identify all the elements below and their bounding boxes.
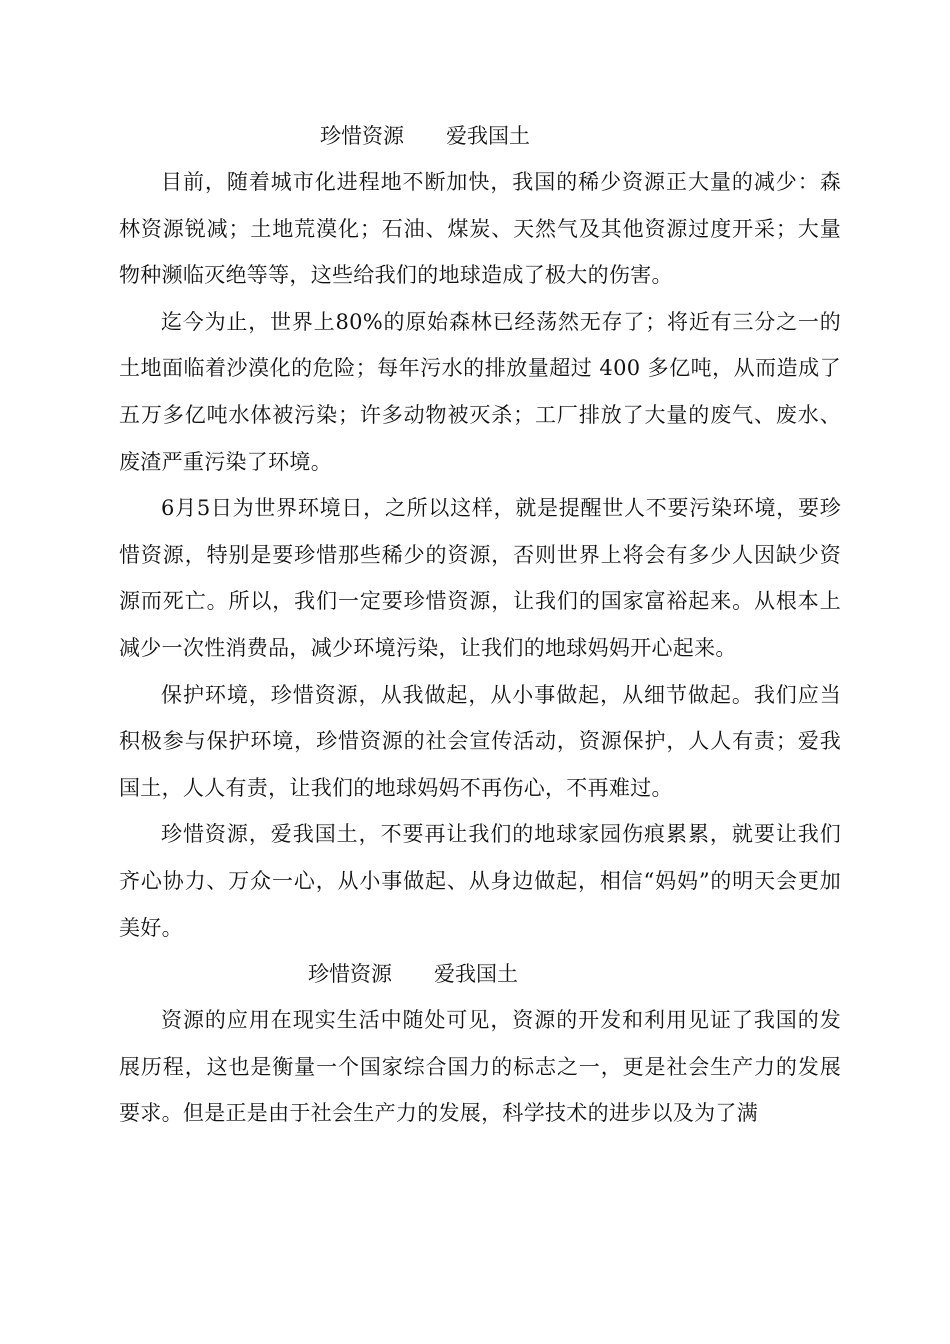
essay-title-1: 珍惜资源 爱我国土 [320, 124, 530, 148]
essay-title-2: 珍惜资源 爱我国土 [308, 962, 518, 987]
paragraph: 珍惜资源，爱我国土，不要再让我们的地球家园伤痕累累，就要让我们齐心协力、万众一心，从小事做起、从身边做起，相信“妈妈”的明天会更加美好。 [119, 822, 841, 940]
paragraph: 迄今为止，世界上80%的原始森林已经荡然无存了；将近有三分之一的土地面临着沙漠化的危险；每年污水的排放量超过 400 多亿吨，从而造成了五万多亿吨水体被污染；许多动物被灭杀；工厂排放了大量的废气、废水、废渣严重污染了环境。 [119, 309, 841, 474]
document-body [119, 113, 841, 1137]
paragraph: 6月5日为世界环境日，之所以这样，就是提醒世人不要污染环境，要珍惜资源，特别是要珍惜那些稀少的资源，否则世界上将会有多少人因缺少资源而死亡。所以，我们一定要珍惜资源，让我们的国家富裕起来。从根本上减少一次性消费品，减少环境污染，让我们的地球妈妈开心起来。 [119, 496, 841, 660]
paragraph: 目前，随着城市化进程地不断加快，我国的稀少资源正大量的减少：森林资源锐减；土地荒漠化；石油、煤炭、天然气及其他资源过度开采；大量物种濒临灭绝等等，这些给我们的地球造成了极大的伤害。 [119, 170, 841, 288]
paragraph: 资源的应用在现实生活中随处可见，资源的开发和利用见证了我国的发展历程，这也是衡量一个国家综合国力的标志之一，更是社会生产力的发展要求。但是正是由于社会生产力的发展，科学技术的进步以及为了满 [119, 1008, 841, 1126]
paragraph: 保护环境，珍惜资源，从我做起，从小事做起，从细节做起。我们应当积极参与保护环境，珍惜资源的社会宣传活动，资源保护，人人有责；爱我国土，人人有责，让我们的地球妈妈不再伤心，不再难过。 [119, 682, 841, 800]
